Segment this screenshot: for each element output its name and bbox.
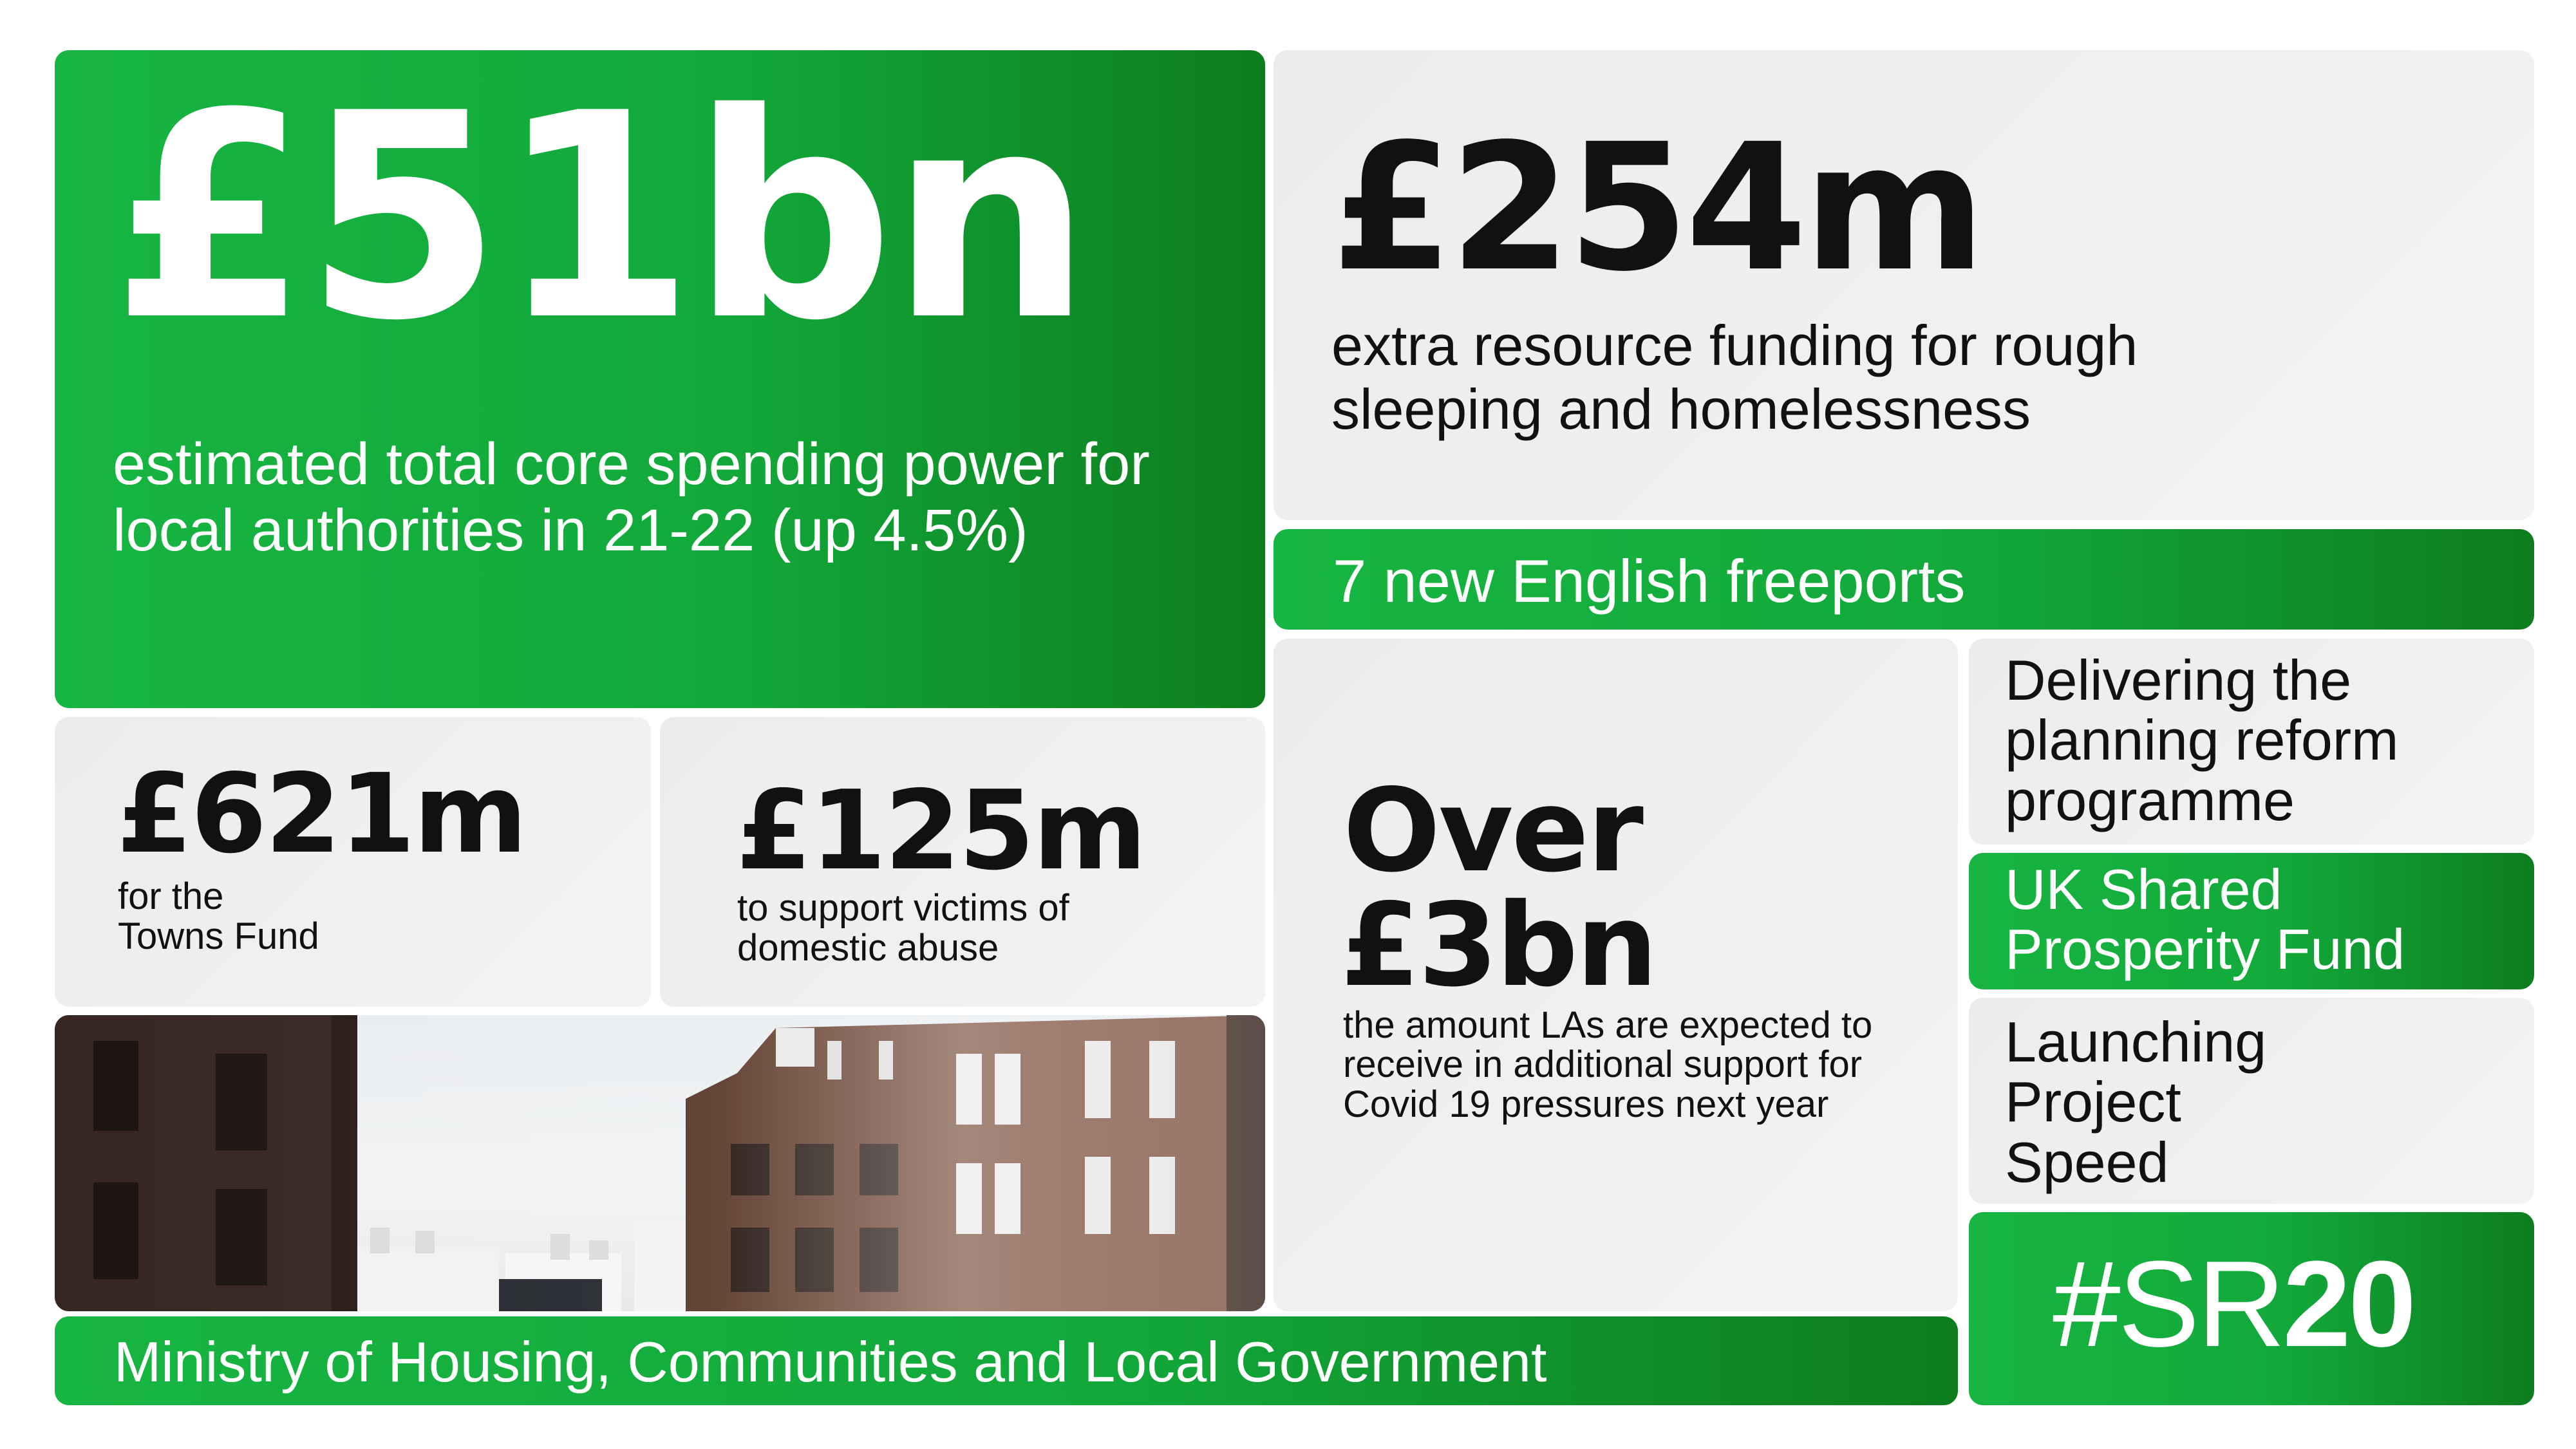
spending-power-tile xyxy=(55,50,1265,708)
hashtag-tile xyxy=(1969,1212,2534,1405)
rough-sleeping-caption: extra resource funding for rough sleeping and homelessness xyxy=(1331,313,2138,441)
freeports-banner xyxy=(1274,529,2534,630)
project-speed-tile xyxy=(1969,998,2534,1204)
ministry-banner xyxy=(55,1316,1958,1405)
shared-prosperity-tile xyxy=(1969,853,2534,989)
rough-sleeping-tile xyxy=(1274,50,2534,520)
rough-sleeping-figure: £254m xyxy=(1331,107,1982,310)
spending-power-figure: £51bn xyxy=(111,53,1088,382)
domestic-abuse-caption-line1: to support victims of xyxy=(737,887,1069,929)
hashtag-suffix: 20 xyxy=(2282,1236,2414,1372)
shared-prosperity-label: UK Shared Prosperity Fund xyxy=(2005,857,2405,982)
covid-support-caption: the amount LAs are expected to receive in additional support for Covid 19 pressures next year xyxy=(1343,1004,1873,1125)
domestic-abuse-figure: £125m xyxy=(736,767,1145,895)
hashtag-prefix: #SR xyxy=(2053,1236,2283,1372)
covid-support-tile xyxy=(1274,639,1958,1311)
towns-fund-figure: £621m xyxy=(117,751,526,878)
ministry-label: Ministry of Housing, Communities and Local Government xyxy=(114,1330,1547,1394)
hashtag-label xyxy=(2053,1236,2414,1372)
domestic-abuse-caption-line2: domestic abuse xyxy=(737,927,999,969)
spending-power-caption: estimated total core spending power for local authorities in 21-22 (up 4.5%) xyxy=(113,431,1150,564)
covid-support-figure-line1: Over xyxy=(1343,764,1642,897)
covid-support-figure-line2: £3bn xyxy=(1340,879,1656,1012)
planning-reform-label: Delivering the planning reform programme xyxy=(2005,648,2399,832)
building-photo xyxy=(55,1015,1265,1311)
planning-reform-tile xyxy=(1969,639,2534,845)
domestic-abuse-tile xyxy=(660,717,1265,1007)
freeports-label: 7 new English freeports xyxy=(1333,547,1966,615)
towns-fund-caption-line1: for the xyxy=(118,875,224,917)
building-photo-illustration xyxy=(55,1015,1265,1311)
towns-fund-caption-line2: Towns Fund xyxy=(118,915,319,957)
project-speed-label: Launching Project Speed xyxy=(2005,1010,2267,1194)
towns-fund-tile xyxy=(55,717,651,1007)
